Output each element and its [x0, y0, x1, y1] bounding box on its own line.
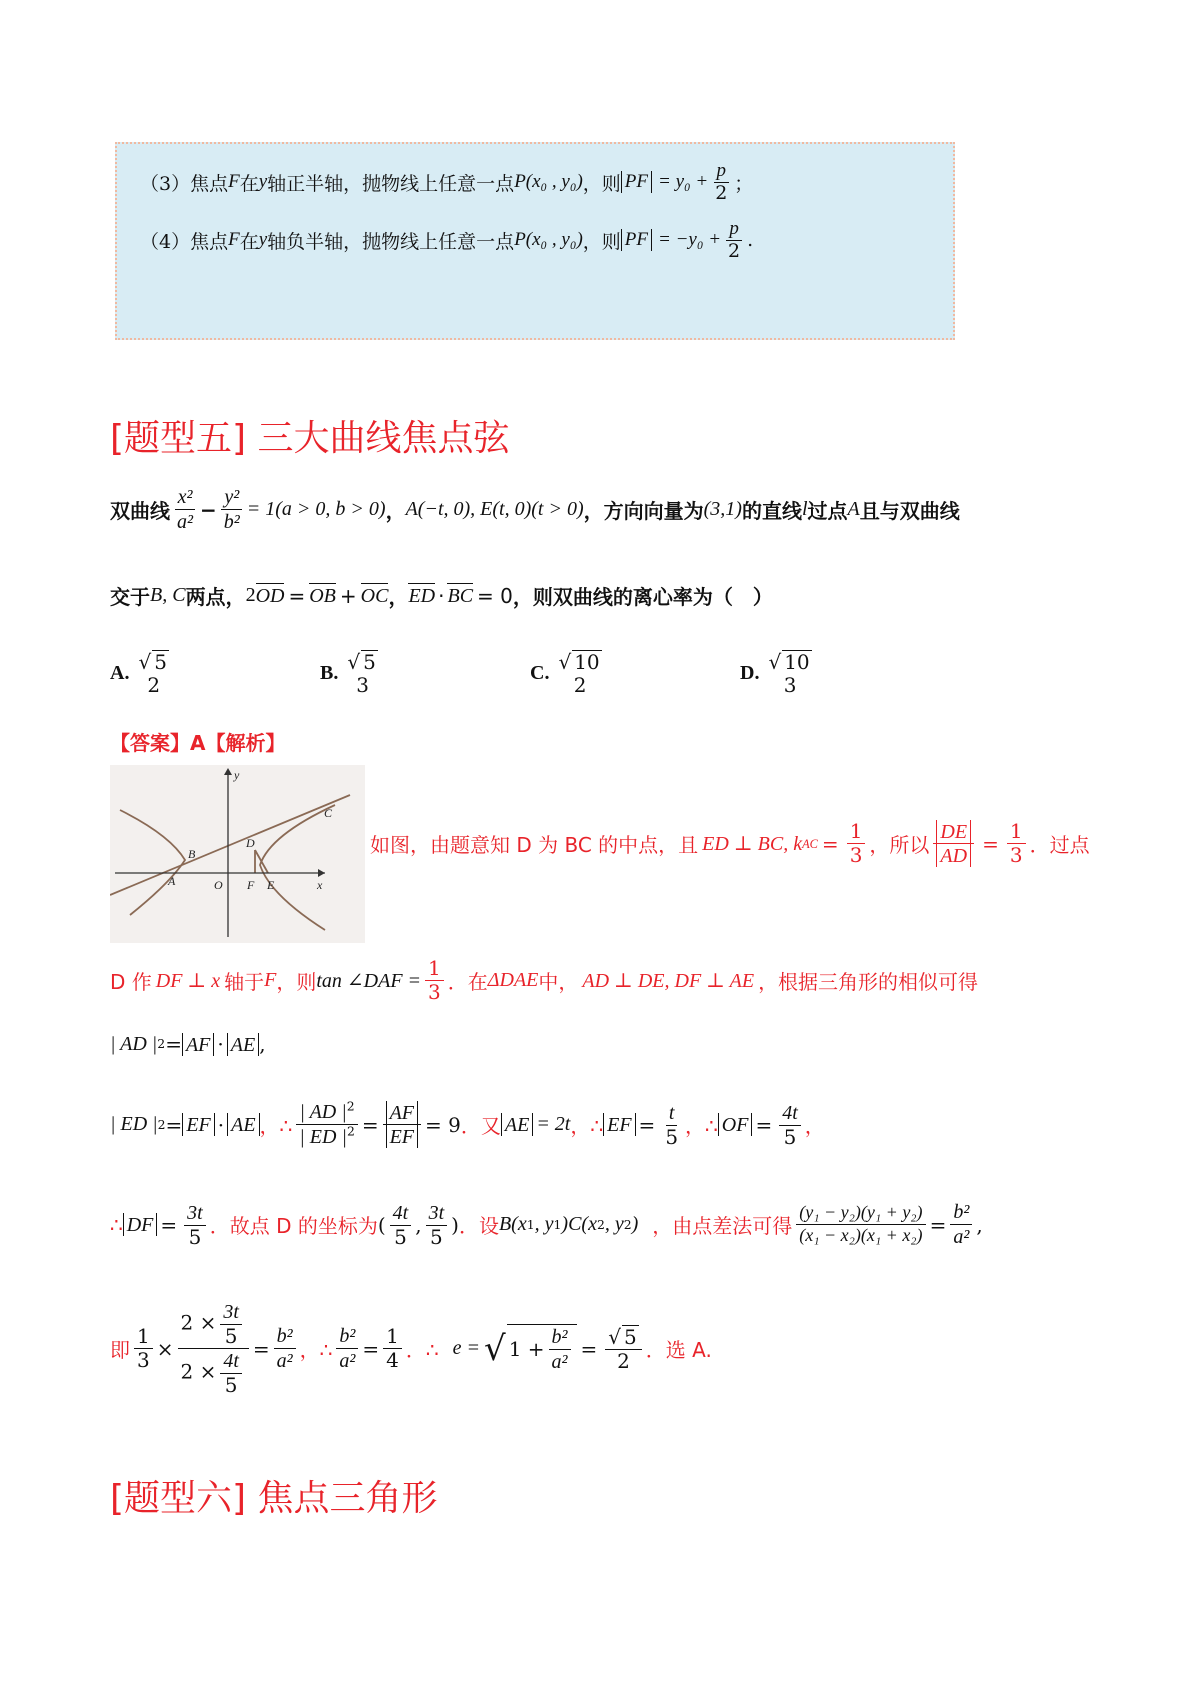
y-axis-arrow-icon	[224, 768, 232, 775]
fraction-y2-b2: $\frac{\text{y²}}{\text{b²}}$	[221, 485, 243, 534]
label-c: C	[324, 806, 333, 820]
left-branch	[120, 810, 185, 915]
hyperbola-diagram	[110, 765, 365, 943]
label-f: F	[247, 878, 255, 892]
right-branch	[260, 805, 335, 930]
label-o: O	[214, 878, 223, 892]
solution-line-3: | AD | 2 = AF · AE ,	[110, 1032, 266, 1056]
question-line-1: 双曲线 $\frac{\text{x²}}{\text{a²}}$ − $\frac{\text{y²}}{\text{b²}}$ = 1(a > 0, b > 0) ， A(−t, 0), E(t, 0)(t > 0) ，方向向量为 (3,1) 的直线 l 过点 A 且与双曲线	[110, 486, 960, 533]
solution-line-6: 即 $\frac{1}{3}$ × 2 × $\frac{3t}{5}$ 2 × $\frac{4t}{5}$ = $\frac{\text{b²}}{\text{a²}}$ ，∴ $\frac{\text{b²}}{\text{a²}}$ = $\frac{1}{4}$ ．∴ e = √ 1 + $\frac{\text{b²}}{\text{a²}}$ = $\frac{√ 5}{2}$ ．选 A.	[110, 1301, 712, 1397]
hyperbola-figure	[110, 765, 365, 943]
label-x: x	[317, 878, 323, 892]
section-heading-5: [题型五] 三大曲线焦点弦	[110, 418, 510, 459]
box-line-3: （3） 焦点 F 在 y 轴正半轴，抛物线上任意一点 P (x₀ , y₀) ，则 PF = y₀ + $\frac{p}{2}$ ；	[140, 160, 754, 204]
option-a[interactable]: A. √ 5 2	[110, 650, 167, 697]
solution-line-1: 如图，由题意知 D 为 BC 的中点，且 ED ⊥ BC, k AC = $\frac{1}{3}$ ，所以 $\frac{DE}{AD}$ = $\frac{1}{3}$ ．过点	[370, 819, 1090, 867]
solution-line-5: ∴ DF = $\frac{3t}{5}$ ．故点 D 的坐标为 ( $\frac{4t}{5}$ , $\frac{3t}{5}$ ) ．设 B(x 1 , y 1 )C(x 2 , y 2 ) ，由点差法可得 $\frac{\text{(y₁ − y₂)(y₁ + y₂)}}{\text{(x₁ − x₂)(x₁ + x₂)}}$ = $\frac{\text{b²}}{\text{a²}}$ ,	[110, 1201, 983, 1249]
solution-line-4: | ED | 2 = EF · AE ，∴ $\frac{| AD |^2}{| ED |^2}$ = $\frac{AF}{EF}$ = 9 ．又 AE = 2t ，∴ EF = $\frac{t}{5}$ ，∴ OF = $\frac{4t}{5}$ ，	[110, 1098, 825, 1149]
box-line-4: （4） 焦点 F 在 y 轴负半轴，抛物线上任意一点 P (x₀ , y₀) ，则 PF = −y₀ + $\frac{p}{2}$ .	[140, 218, 754, 262]
option-d[interactable]: D. √ 10 3	[740, 650, 810, 697]
option-c[interactable]: C. √ 10 2	[530, 650, 600, 697]
x-axis-arrow-icon	[318, 869, 325, 877]
option-b[interactable]: B. √ 5 3	[320, 650, 376, 697]
line-l	[110, 795, 350, 895]
answer-label: 【答案】A【解析】	[110, 731, 286, 755]
label-e: E	[267, 878, 275, 892]
fraction-x2-a2: $\frac{\text{x²}}{\text{a²}}$	[174, 485, 196, 534]
section-heading-6: [题型六] 焦点三角形	[110, 1478, 438, 1519]
label-y: y	[234, 768, 240, 782]
label-d: D	[246, 836, 255, 850]
label-b: B	[188, 847, 196, 861]
label-a: A	[168, 874, 176, 888]
fraction: $\frac{p}{2}$	[715, 160, 728, 204]
fraction: $\frac{p}{2}$	[728, 218, 741, 262]
question-line-2: 交于 B, C 两点， 2 OD = OB + OC ， ED · BC = 0 ，则双曲线的离心率为（ ）	[110, 583, 773, 609]
solution-line-2: D 作 DF ⊥ x 轴于 F ，则 tan ∠DAF = $\frac{1}{3}$ ．在 ΔDAE 中， AD ⊥ DE, DF ⊥ AE ，根据三角形的相似可得	[110, 956, 979, 1004]
